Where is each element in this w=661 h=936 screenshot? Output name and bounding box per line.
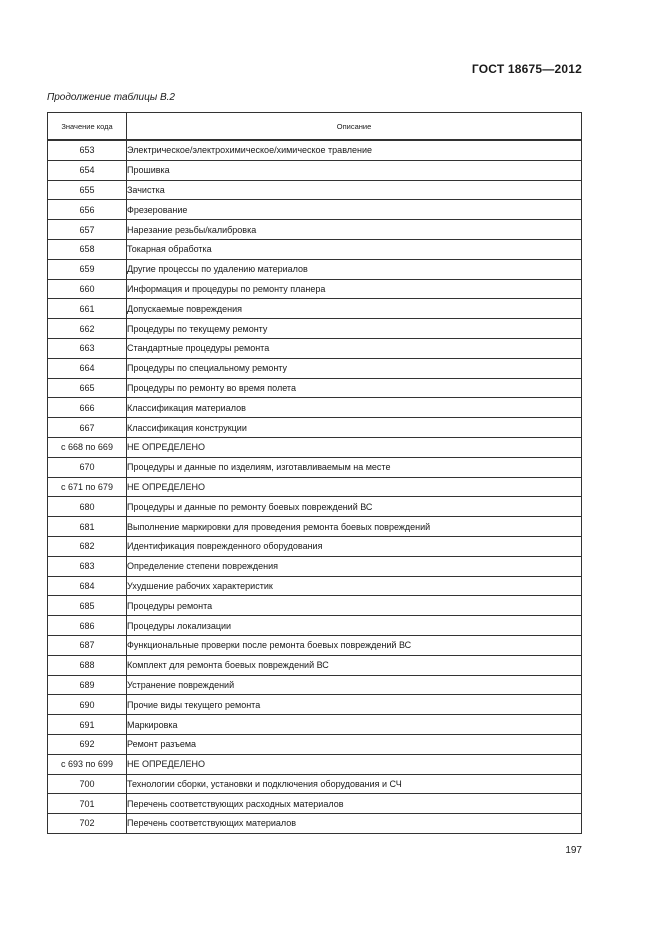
table-row bbox=[48, 200, 582, 220]
code-cell: 691 bbox=[48, 715, 127, 735]
description-cell: Ухудшение рабочих характеристик bbox=[127, 576, 582, 596]
description-cell: Процедуры и данные по ремонту боевых повреждений ВС bbox=[127, 497, 582, 517]
description-cell: Допускаемые повреждения bbox=[127, 299, 582, 319]
description-cell: Нарезание резьбы/калибровка bbox=[127, 220, 582, 240]
table-row bbox=[48, 398, 582, 418]
code-cell: 702 bbox=[48, 814, 127, 834]
table-row bbox=[48, 299, 582, 319]
description-cell: Идентификация поврежденного оборудования bbox=[127, 536, 582, 556]
description-cell: Выполнение маркировки для проведения ремонта боевых повреждений bbox=[127, 517, 582, 537]
table-header-row bbox=[48, 113, 582, 141]
table-row bbox=[48, 180, 582, 200]
table-caption: Продолжение таблицы В.2 bbox=[47, 92, 175, 103]
code-cell: 687 bbox=[48, 635, 127, 655]
table-row bbox=[48, 437, 582, 457]
description-cell: НЕ ОПРЕДЕЛЕНО bbox=[127, 754, 582, 774]
table-row bbox=[48, 734, 582, 754]
column-header-description: Описание bbox=[127, 113, 582, 141]
table-row bbox=[48, 536, 582, 556]
code-cell: 684 bbox=[48, 576, 127, 596]
description-cell: Классификация конструкции bbox=[127, 418, 582, 438]
description-cell: Маркировка bbox=[127, 715, 582, 735]
description-cell: Прошивка bbox=[127, 160, 582, 180]
table-row bbox=[48, 259, 582, 279]
code-cell: 685 bbox=[48, 596, 127, 616]
description-cell: Процедуры локализации bbox=[127, 616, 582, 636]
code-cell: 659 bbox=[48, 259, 127, 279]
table-row bbox=[48, 418, 582, 438]
table-row bbox=[48, 338, 582, 358]
code-cell: с 668 по 669 bbox=[48, 437, 127, 457]
description-cell: Процедуры ремонта bbox=[127, 596, 582, 616]
description-cell: Определение степени повреждения bbox=[127, 556, 582, 576]
description-cell: Процедуры и данные по изделиям, изготавливаемым на месте bbox=[127, 457, 582, 477]
code-cell: 665 bbox=[48, 378, 127, 398]
table-row bbox=[48, 635, 582, 655]
description-cell: Фрезерование bbox=[127, 200, 582, 220]
description-cell: Токарная обработка bbox=[127, 239, 582, 259]
table-row bbox=[48, 616, 582, 636]
description-cell: Функциональные проверки после ремонта боевых повреждений ВС bbox=[127, 635, 582, 655]
code-cell: 700 bbox=[48, 774, 127, 794]
code-cell: 688 bbox=[48, 655, 127, 675]
description-cell: Электрическое/электрохимическое/химическое травление bbox=[127, 140, 582, 160]
description-cell: Классификация материалов bbox=[127, 398, 582, 418]
table-row bbox=[48, 814, 582, 834]
code-cell: с 693 по 699 bbox=[48, 754, 127, 774]
code-cell: 658 bbox=[48, 239, 127, 259]
table-row bbox=[48, 695, 582, 715]
description-cell: НЕ ОПРЕДЕЛЕНО bbox=[127, 477, 582, 497]
code-cell: 680 bbox=[48, 497, 127, 517]
page-number: 197 bbox=[565, 845, 582, 856]
table-row bbox=[48, 556, 582, 576]
code-cell: 660 bbox=[48, 279, 127, 299]
description-cell: Ремонт разъема bbox=[127, 734, 582, 754]
code-cell: 701 bbox=[48, 794, 127, 814]
table-row bbox=[48, 754, 582, 774]
table-row bbox=[48, 220, 582, 240]
description-cell: Информация и процедуры по ремонту планера bbox=[127, 279, 582, 299]
table-row bbox=[48, 279, 582, 299]
table-row bbox=[48, 477, 582, 497]
table-row bbox=[48, 378, 582, 398]
column-header-code: Значение кода bbox=[48, 113, 127, 141]
table-row bbox=[48, 457, 582, 477]
code-cell: 654 bbox=[48, 160, 127, 180]
code-cell: 667 bbox=[48, 418, 127, 438]
table-row bbox=[48, 239, 582, 259]
description-cell: Процедуры по ремонту во время полета bbox=[127, 378, 582, 398]
table-row bbox=[48, 140, 582, 160]
code-cell: 670 bbox=[48, 457, 127, 477]
table-row bbox=[48, 160, 582, 180]
code-cell: 666 bbox=[48, 398, 127, 418]
description-cell: Стандартные процедуры ремонта bbox=[127, 338, 582, 358]
code-cell: 653 bbox=[48, 140, 127, 160]
table-row bbox=[48, 596, 582, 616]
code-cell: с 671 по 679 bbox=[48, 477, 127, 497]
table-row bbox=[48, 715, 582, 735]
table-row bbox=[48, 774, 582, 794]
code-cell: 661 bbox=[48, 299, 127, 319]
code-cell: 656 bbox=[48, 200, 127, 220]
table-row bbox=[48, 655, 582, 675]
table-row bbox=[48, 576, 582, 596]
code-cell: 690 bbox=[48, 695, 127, 715]
description-cell: НЕ ОПРЕДЕЛЕНО bbox=[127, 437, 582, 457]
table-row bbox=[48, 319, 582, 339]
description-cell: Процедуры по специальному ремонту bbox=[127, 358, 582, 378]
table-row bbox=[48, 497, 582, 517]
document-standard-title: ГОСТ 18675—2012 bbox=[471, 62, 582, 76]
description-cell: Перечень соответствующих материалов bbox=[127, 814, 582, 834]
code-cell: 664 bbox=[48, 358, 127, 378]
description-cell: Зачистка bbox=[127, 180, 582, 200]
description-cell: Процедуры по текущему ремонту bbox=[127, 319, 582, 339]
code-cell: 657 bbox=[48, 220, 127, 240]
code-cell: 683 bbox=[48, 556, 127, 576]
code-cell: 655 bbox=[48, 180, 127, 200]
code-table bbox=[47, 112, 582, 834]
table-row bbox=[48, 517, 582, 537]
description-cell: Устранение повреждений bbox=[127, 675, 582, 695]
code-cell: 689 bbox=[48, 675, 127, 695]
code-cell: 682 bbox=[48, 536, 127, 556]
code-cell: 663 bbox=[48, 338, 127, 358]
table-row bbox=[48, 675, 582, 695]
table-row bbox=[48, 794, 582, 814]
code-cell: 686 bbox=[48, 616, 127, 636]
description-cell: Технологии сборки, установки и подключения оборудования и СЧ bbox=[127, 774, 582, 794]
description-cell: Прочие виды текущего ремонта bbox=[127, 695, 582, 715]
description-cell: Другие процессы по удалению материалов bbox=[127, 259, 582, 279]
code-cell: 662 bbox=[48, 319, 127, 339]
code-cell: 681 bbox=[48, 517, 127, 537]
table-row bbox=[48, 358, 582, 378]
description-cell: Перечень соответствующих расходных материалов bbox=[127, 794, 582, 814]
description-cell: Комплект для ремонта боевых повреждений ВС bbox=[127, 655, 582, 675]
code-cell: 692 bbox=[48, 734, 127, 754]
